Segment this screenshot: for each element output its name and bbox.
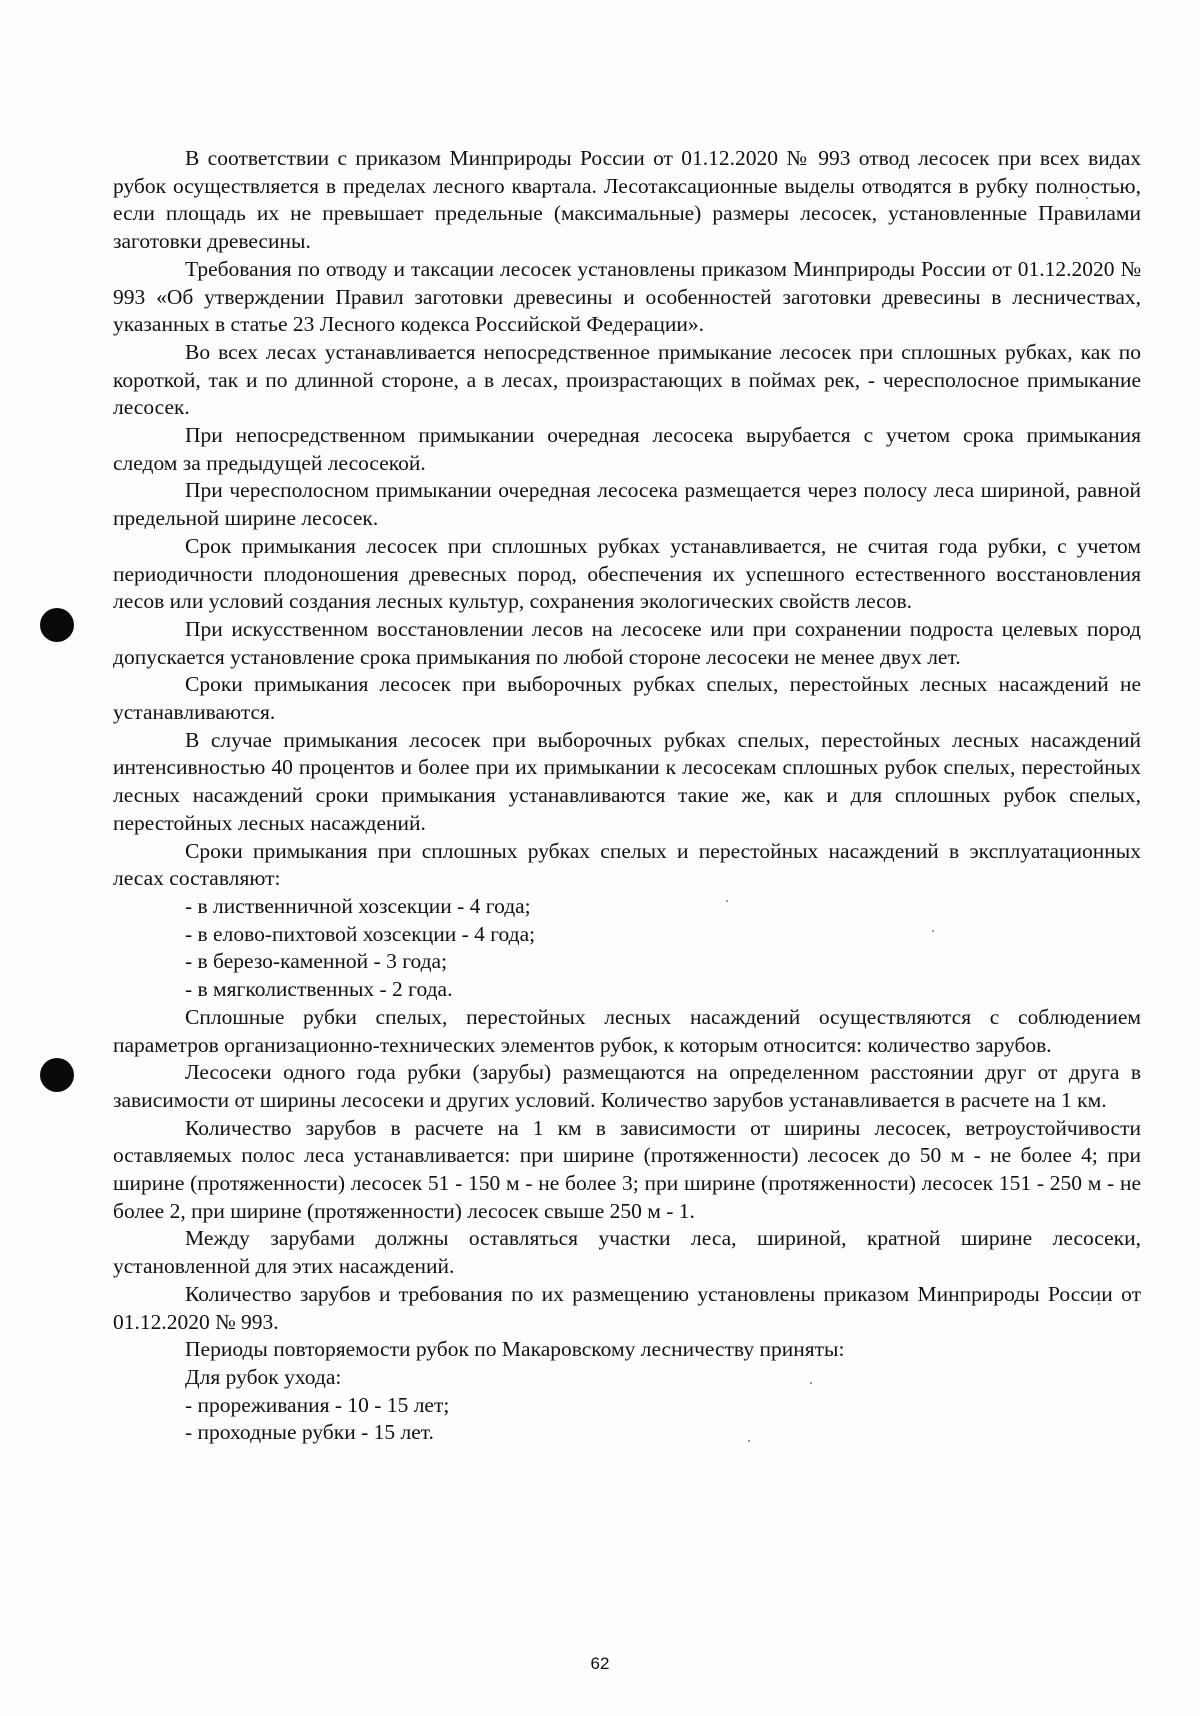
paragraph-selective-intensity: В случае примыкания лесосек при выборочных рубках спелых, перестойных лесных насаждений интенсивностью 40 процентов и более при их примыкании к лесосекам сплошных рубок спелых, перестойных лесных насаждений сроки примыкания устанавливаются такие же, как и для сплошных рубок спелых, перестойных лесных насаждений. (113, 727, 1141, 835)
paragraph-repeat-periods: Периоды повторяемости рубок по Макаровскому лесничеству приняты: (185, 1337, 845, 1362)
punch-hole-bottom (40, 1058, 74, 1092)
paragraph-strip-adjacency: При чересполосном примыкании очередная лесосека размещается через полосу леса шириной, равной предельной ширине лесосек. (113, 478, 1141, 531)
list-item: - в лиственничной хозсекции - 4 года; (185, 893, 531, 918)
paragraph-logging-area-allocation: В соответствии с приказом Минприроды России от 01.12.2020 № 993 отвод лесосек при всех видах рубок осуществляется в пределах лесного квартала. Лесотаксационные выделы отводятся в рубку полностью, если площадь их не превышает предельные (максимальные) размеры лесосек, установленные Правилами заготовки древесины. (113, 146, 1141, 254)
list-item: - в березо-каменной - 3 года; (185, 949, 448, 974)
paragraph-adjacency-term: Срок примыкания лесосек при сплошных рубках устанавливается, не считая года рубки, с учетом периодичности плодоношения древесных пород, обеспечения их успешного естественного восстановления лесов или условий создания лесных культур, сохранения экологических свойств лесов. (113, 533, 1141, 614)
list-item: - проходные рубки - 15 лет. (185, 1420, 434, 1445)
list-item: - в елово-пихтовой хозсекции - 4 года; (185, 921, 536, 946)
paragraph-artificial-restoration: При искусственном восстановлении лесов на лесосеке или при сохранении подроста целевых пород допускается установление срока примыкания по любой стороне лесосеки не менее двух лет. (113, 616, 1141, 669)
list-item: - прореживания - 10 - 15 лет; (185, 1392, 450, 1417)
punch-hole-top (40, 608, 74, 642)
paragraph-forest-strips: Между зарубами должны оставляться участки леса, шириной, кратной ширине лесосеки, установленной для этих насаждений. (113, 1226, 1141, 1279)
paragraph-cut-count-order: Количество зарубов и требования по их размещению установлены приказом Минприроды России от 01.12.2020 № 993. (113, 1281, 1141, 1334)
paragraph-cut-count: Количество зарубов в расчете на 1 км в зависимости от ширины лесосек, ветроустойчивости оставляемых полос леса устанавливается: при ширине (протяженности) лесосек до 50 м - не более 4; при ширине (протяженности) лесосек 51 - 150 м - не более 3; при ширине (протяженности) лесосек 151 - 250 м - не более 2, при ширине (протяженности) лесосек свыше 250 м - 1. (113, 1115, 1141, 1223)
paragraph-cut-placement: Лесосеки одного года рубки (зарубы) размещаются на определенном расстоянии друг от друга в зависимости от ширины лесосеки и других условий. Количество зарубов устанавливается в расчете на 1 км. (113, 1060, 1141, 1112)
paragraph-direct-adjacency-order: При непосредственном примыкании очередная лесосека вырубается с учетом срока примыкания следом за предыдущей лесосекой. (113, 423, 1141, 475)
document-body (113, 145, 1141, 1447)
paragraph-adjacency-terms-intro: Сроки примыкания при сплошных рубках спелых и перестойных насаждений в эксплуатационных лесах составляют: (113, 838, 1141, 891)
paragraph-selective-cutting: Сроки примыкания лесосек при выборочных рубках спелых, перестойных лесных насаждений не устанавливаются. (113, 672, 1141, 725)
paragraph-care-cutting: Для рубок ухода: (185, 1364, 342, 1389)
paragraph-direct-adjacency: Во всех лесах устанавливается непосредственное примыкание лесосек при сплошных рубках, как по короткой, так и по длинной стороне, а в лесах, произрастающих в поймах рек, - чересполосное примыкание лесосек. (113, 339, 1141, 420)
paragraph-clear-cutting-parameters: Сплошные рубки спелых, перестойных лесных насаждений осуществляются с соблюдением параметров организационно-технических элементов рубок, к которым относится: количество зарубов. (113, 1004, 1141, 1057)
list-item: - в мягколиственных - 2 года. (185, 977, 453, 1002)
paragraph-allocation-requirements: Требования по отводу и таксации лесосек установлены приказом Минприроды России от 01.12.2020 № 993 «Об утверждении Правил заготовки древесины и особенностей заготовки древесины в лесничествах, указанных в статье 23 Лесного кодекса Российской Федерации». (113, 256, 1141, 337)
page-number: 62 (590, 1654, 610, 1673)
